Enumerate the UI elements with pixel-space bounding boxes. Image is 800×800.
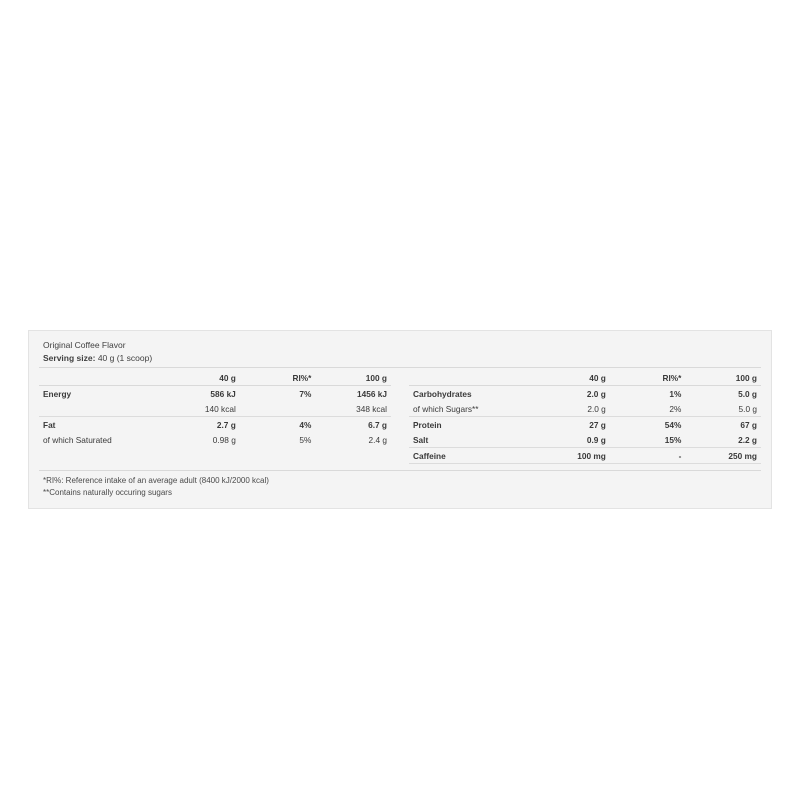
left-table-wrap: [39, 370, 391, 464]
table-row: [39, 386, 391, 402]
row-value-100g: 1456 kJ: [357, 388, 387, 399]
column-header-label: [39, 370, 164, 386]
row-label: [39, 401, 164, 417]
row-value-100g: 67 g: [685, 417, 761, 433]
left-table-body: [39, 386, 391, 448]
row-value-100g: 2.2 g: [738, 434, 757, 445]
row-value-100g: 5.0 g: [738, 403, 757, 414]
row-value-100g: 2.4 g: [368, 434, 387, 445]
row-value-ri: 1%: [669, 388, 682, 399]
table-row: [409, 386, 761, 402]
row-value-40g: 27 g: [534, 417, 610, 433]
table-row: [39, 432, 391, 447]
table-row: [409, 448, 761, 464]
row-value-40g: 2.7 g: [164, 417, 240, 433]
row-value-ri: 5%: [299, 434, 312, 445]
nutrition-table-left: [39, 370, 391, 447]
serving-size-value: 40 g (1 scoop): [97, 353, 153, 363]
right-table-wrap: [409, 370, 761, 464]
footnote-sugars: **Contains naturally occuring sugars: [43, 487, 172, 497]
row-value-ri: 15%: [664, 434, 682, 445]
row-value-40g: 0.98 g: [212, 434, 236, 445]
footnote-ri: *RI%: Reference intake of an average adult (8400 kJ/2000 kcal): [43, 476, 269, 485]
column-header-40g: 40 g: [164, 370, 240, 386]
row-label: Fat: [39, 417, 164, 433]
row-label: Salt: [413, 434, 429, 445]
column-header-40g: 40 g: [534, 370, 610, 386]
row-value-ri: 7%: [299, 388, 312, 399]
row-value-100g: 6.7 g: [315, 417, 391, 433]
row-value-40g: 586 kJ: [210, 388, 236, 399]
nutrition-table-right: [409, 370, 761, 464]
right-table-head: [409, 370, 761, 386]
column-header-ri: RI%*: [240, 370, 316, 386]
row-value-ri: 4%: [240, 417, 316, 433]
nutrition-panel: [28, 330, 772, 509]
row-value-100g: 348 kcal: [356, 403, 387, 414]
table-row: [409, 417, 761, 433]
table-row: [409, 401, 761, 417]
column-header-100g: 100 g: [315, 370, 391, 386]
row-value-40g: 100 mg: [534, 448, 610, 464]
row-value-40g: 2.0 g: [587, 403, 606, 414]
serving-size-label: Serving size:: [43, 353, 96, 363]
column-header-100g: 100 g: [685, 370, 761, 386]
row-value-ri: [240, 401, 316, 417]
column-header-ri: RI%*: [610, 370, 686, 386]
nutrition-tables: [39, 370, 761, 464]
serving-size-line: [39, 352, 761, 368]
row-label: Carbohydrates: [413, 388, 472, 399]
table-header-row: [39, 370, 391, 386]
table-row: [39, 401, 391, 417]
row-value-40g: 2.0 g: [586, 388, 606, 399]
table-row: [39, 417, 391, 433]
column-header-label: [409, 370, 534, 386]
right-table-body: [409, 386, 761, 464]
row-value-ri: 54%: [610, 417, 686, 433]
table-header-row: [409, 370, 761, 386]
row-label: Energy: [43, 388, 72, 399]
row-value-100g: 250 mg: [685, 448, 761, 464]
table-row: [409, 432, 761, 448]
footnotes: [39, 470, 761, 498]
row-label: of which Saturated: [43, 434, 112, 445]
row-label: of which Sugars**: [413, 403, 479, 414]
row-value-100g: 5.0 g: [738, 388, 757, 399]
row-value-40g: 0.9 g: [586, 434, 606, 445]
left-table-head: [39, 370, 391, 386]
row-label: Caffeine: [409, 448, 534, 464]
row-value-ri: -: [610, 448, 686, 464]
row-value-ri: 2%: [669, 403, 682, 414]
flavor-title: Original Coffee Flavor: [43, 340, 126, 350]
row-label: Protein: [409, 417, 534, 433]
row-value-40g: 140 kcal: [204, 403, 236, 414]
